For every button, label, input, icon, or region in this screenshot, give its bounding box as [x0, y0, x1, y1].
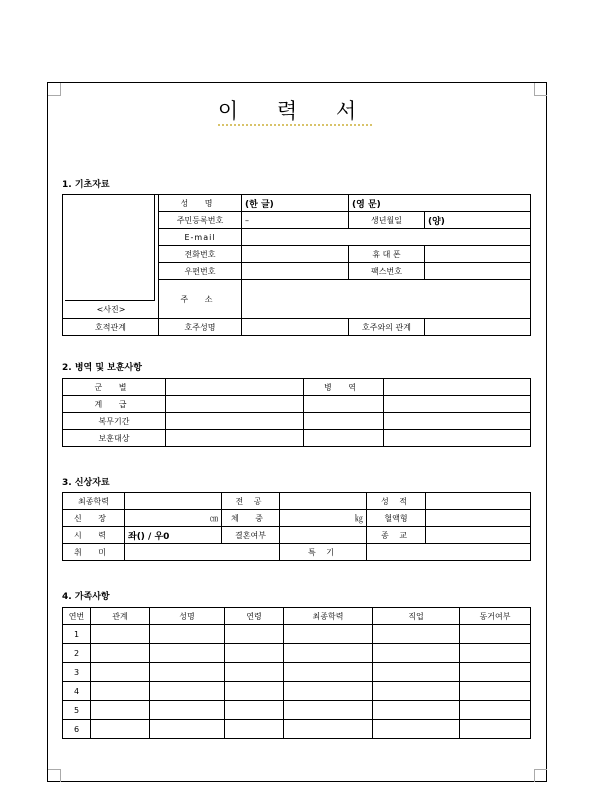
period-field[interactable] — [166, 413, 304, 430]
mobile-field[interactable] — [425, 246, 531, 263]
military-table — [62, 378, 531, 447]
rrn-field[interactable]: – — [242, 212, 349, 229]
veteran-field[interactable] — [166, 430, 304, 447]
service-field[interactable] — [384, 379, 531, 396]
age-cell[interactable] — [225, 701, 284, 720]
job-cell[interactable] — [373, 682, 460, 701]
table-row — [63, 663, 531, 682]
rank-extra-1[interactable] — [304, 396, 384, 413]
cohabit-cell[interactable] — [460, 663, 531, 682]
veteran-extra-2[interactable] — [384, 430, 531, 447]
height-label: 신 장 — [63, 510, 125, 527]
row-number: 2 — [63, 644, 91, 663]
photo-label: <사진> — [96, 305, 126, 314]
cohabit-cell[interactable] — [460, 701, 531, 720]
row-number: 4 — [63, 682, 91, 701]
edu-field[interactable] — [125, 493, 222, 510]
religion-field[interactable] — [426, 527, 531, 544]
period-extra-2[interactable] — [384, 413, 531, 430]
religion-label: 종 교 — [367, 527, 426, 544]
age-cell[interactable] — [225, 663, 284, 682]
vision-label: 시 력 — [63, 527, 125, 544]
education-cell[interactable] — [284, 625, 373, 644]
table-row — [63, 701, 531, 720]
relation-cell[interactable] — [91, 644, 150, 663]
rrn-label: 주민등록번호 — [159, 212, 242, 229]
relation-cell[interactable] — [91, 720, 150, 739]
name-cell[interactable] — [150, 625, 225, 644]
row-number: 6 — [63, 720, 91, 739]
col-header-relation: 관계 — [91, 608, 150, 625]
personal-table — [62, 492, 531, 561]
relation-cell[interactable] — [91, 701, 150, 720]
rank-label: 계 급 — [63, 396, 166, 413]
education-cell[interactable] — [284, 701, 373, 720]
grade-label: 성 적 — [367, 493, 426, 510]
relation-cell[interactable] — [91, 625, 150, 644]
photo-box — [65, 195, 155, 301]
veteran-extra-1[interactable] — [304, 430, 384, 447]
education-cell[interactable] — [284, 720, 373, 739]
head-rel-label: 호주와의 관계 — [349, 319, 425, 336]
cohabit-cell[interactable] — [460, 625, 531, 644]
table-row — [63, 644, 531, 663]
age-cell[interactable] — [225, 625, 284, 644]
relation-cell[interactable] — [91, 663, 150, 682]
col-header-job: 직업 — [373, 608, 460, 625]
name-label: 성 명 — [159, 195, 242, 212]
mobile-label: 휴 대 폰 — [349, 246, 425, 263]
col-header-name: 성명 — [150, 608, 225, 625]
section-basic-heading: 1. 기초자료 — [62, 180, 110, 190]
section-personal-heading: 3. 신상자료 — [62, 478, 110, 488]
job-cell[interactable] — [373, 644, 460, 663]
job-cell[interactable] — [373, 701, 460, 720]
period-extra-1[interactable] — [304, 413, 384, 430]
education-cell[interactable] — [284, 663, 373, 682]
height-field[interactable]: ㎝ — [125, 510, 222, 527]
family-rel-label: 호적관계 — [63, 319, 159, 336]
row-number: 5 — [63, 701, 91, 720]
section-family-heading: 4. 가족사항 — [62, 592, 110, 602]
email-label: E-mail — [159, 229, 242, 246]
address-label: 주 소 — [159, 280, 242, 319]
table-row — [63, 682, 531, 701]
vision-field[interactable]: 좌() / 우0 — [125, 527, 222, 544]
education-cell[interactable] — [284, 682, 373, 701]
fax-label: 팩스번호 — [349, 263, 425, 280]
crop-mark-bottom-left — [48, 769, 61, 782]
age-cell[interactable] — [225, 644, 284, 663]
head-rel-field[interactable] — [425, 319, 531, 336]
family-table — [62, 607, 531, 739]
weight-label: 체 중 — [222, 510, 280, 527]
basic-info-table — [62, 194, 531, 336]
col-header-cohabit: 동거여부 — [460, 608, 531, 625]
name-kor-field[interactable]: (한 글) — [242, 195, 349, 212]
table-row — [63, 625, 531, 644]
major-label: 전 공 — [222, 493, 280, 510]
education-cell[interactable] — [284, 644, 373, 663]
cohabit-cell[interactable] — [460, 682, 531, 701]
document-title: 이 력 서 — [0, 95, 590, 125]
phone-field[interactable] — [242, 246, 349, 263]
col-header-education: 최종학력 — [284, 608, 373, 625]
table-row — [63, 720, 531, 739]
zip-label: 우편번호 — [159, 263, 242, 280]
address-field[interactable] — [242, 280, 531, 319]
weight-field[interactable]: ㎏ — [280, 510, 367, 527]
crop-mark-bottom-right — [534, 769, 547, 782]
special-label: 특 기 — [280, 544, 367, 561]
name-cell[interactable] — [150, 720, 225, 739]
branch-label: 군 별 — [63, 379, 166, 396]
name-cell[interactable] — [150, 663, 225, 682]
zip-field[interactable] — [242, 263, 349, 280]
grade-field[interactable] — [426, 493, 531, 510]
job-cell[interactable] — [373, 663, 460, 682]
period-label: 복무기간 — [63, 413, 166, 430]
phone-label: 전화번호 — [159, 246, 242, 263]
edu-label: 최종학력 — [63, 493, 125, 510]
fax-field[interactable] — [425, 263, 531, 280]
cohabit-cell[interactable] — [460, 720, 531, 739]
job-cell[interactable] — [373, 625, 460, 644]
name-eng-field[interactable]: (영 문) — [349, 195, 531, 212]
row-number: 3 — [63, 663, 91, 682]
age-cell[interactable] — [225, 682, 284, 701]
email-field[interactable] — [242, 229, 531, 246]
row-number: 1 — [63, 625, 91, 644]
job-cell[interactable] — [373, 720, 460, 739]
section-military-heading: 2. 병역 및 보훈사항 — [62, 363, 142, 373]
family-header-row — [63, 608, 531, 625]
age-cell[interactable] — [225, 720, 284, 739]
col-header-no: 연번 — [63, 608, 91, 625]
head-name-label: 호주성명 — [159, 319, 242, 336]
veteran-label: 보훈대상 — [63, 430, 166, 447]
branch-field[interactable] — [166, 379, 304, 396]
name-cell[interactable] — [150, 701, 225, 720]
birth-field[interactable]: (양) — [425, 212, 531, 229]
name-cell[interactable] — [150, 644, 225, 663]
blood-field[interactable] — [426, 510, 531, 527]
birth-label: 생년월일 — [349, 212, 425, 229]
married-label: 결혼여부 — [222, 527, 280, 544]
relation-cell[interactable] — [91, 682, 150, 701]
service-label: 병 역 — [304, 379, 384, 396]
photo-cell[interactable] — [63, 195, 159, 319]
blood-label: 혈액형 — [367, 510, 426, 527]
married-field[interactable] — [280, 527, 367, 544]
head-name-field[interactable] — [242, 319, 349, 336]
special-field[interactable] — [367, 544, 531, 561]
rank-field[interactable] — [166, 396, 304, 413]
rank-extra-2[interactable] — [384, 396, 531, 413]
hobby-label: 취 미 — [63, 544, 125, 561]
name-cell[interactable] — [150, 682, 225, 701]
major-field[interactable] — [280, 493, 367, 510]
hobby-field[interactable] — [125, 544, 280, 561]
col-header-age: 연령 — [225, 608, 284, 625]
cohabit-cell[interactable] — [460, 644, 531, 663]
